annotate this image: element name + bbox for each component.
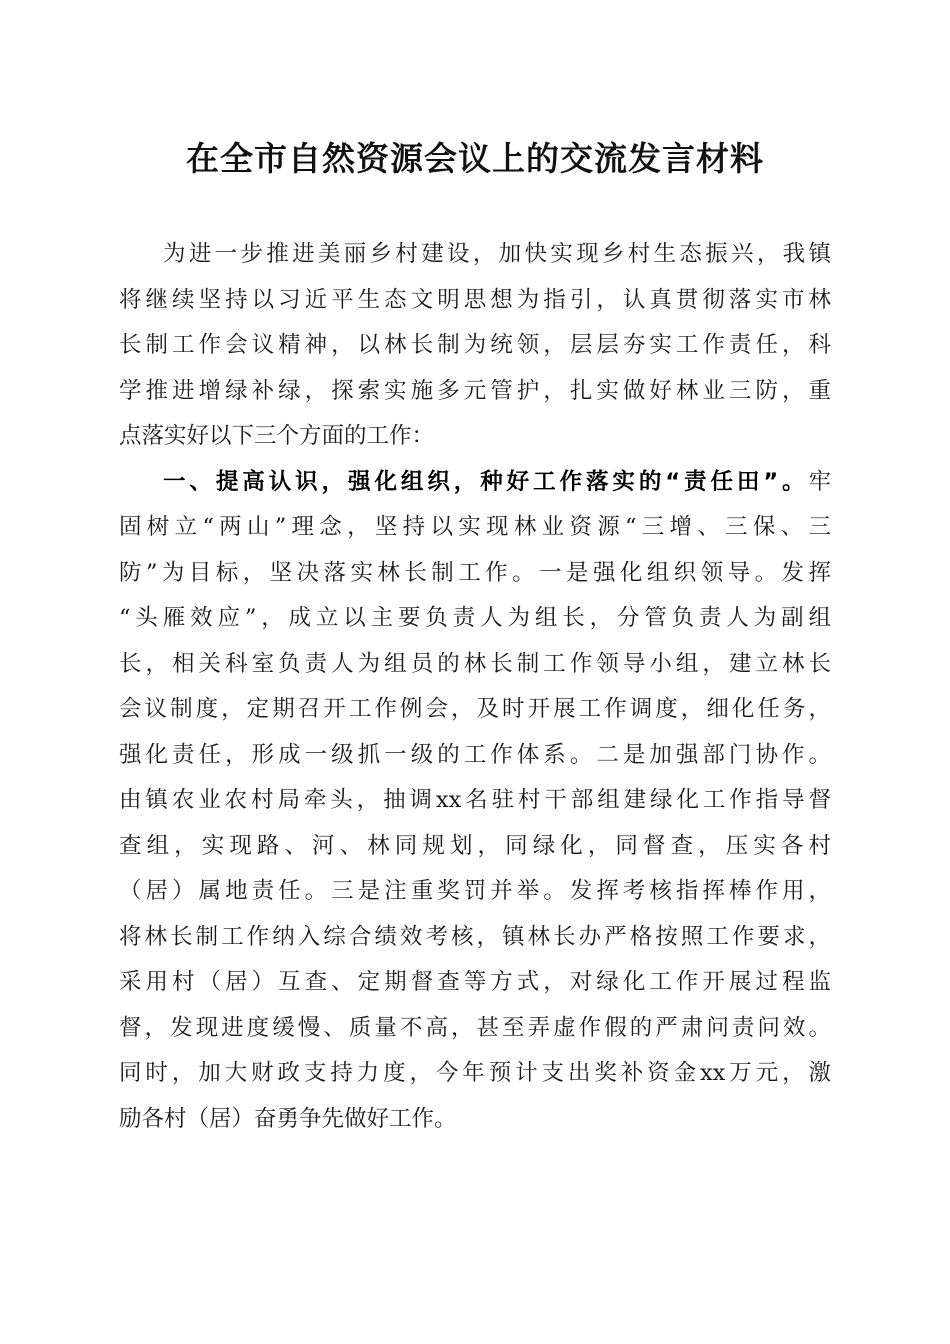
text-line: 查组，实现路、河、林同规划，同绿化，同督查，压实各村 [119, 832, 831, 859]
text-line: 防”为目标，坚决落实林长制工作。一是强化组织领导。发挥 [119, 559, 831, 586]
paragraph-intro [119, 232, 831, 460]
text-line: 督，发现进度缓慢、质量不高，甚至弄虚作假的严肃问责问效。 [119, 1014, 831, 1041]
text-line: 学推进增绿补绿，探索实施多元管护，扎实做好林业三防，重 [119, 377, 831, 404]
document-title: 在全市自然资源会议上的交流发言材料 [186, 139, 764, 178]
text-line: 点落实好以下三个方面的工作： [119, 423, 435, 449]
text-line: 会议制度，定期召开工作例会，及时开展工作调度，细化任务， [119, 696, 831, 722]
text-line: 为进一步推进美丽乡村建设，加快实现乡村生态振兴，我镇 [163, 241, 831, 267]
text-line: 长制工作会议精神，以林长制为统领，层层夯实工作责任，科 [119, 332, 831, 358]
text-line: 将林长制工作纳入综合绩效考核，镇林长办严格按照工作要求， [119, 923, 831, 950]
document-body [119, 232, 831, 1142]
section-heading: 一、提高认识，强化组织，种好工作落实的“责任田”。 [163, 468, 809, 495]
paragraph-section-1 [119, 460, 831, 1143]
text-line: （居）属地责任。三是注重奖罚并举。发挥考核指挥棒作用， [119, 878, 831, 904]
text-line: 将继续坚持以习近平生态文明思想为指引，认真贯彻落实市林 [119, 286, 831, 313]
text-line: 由镇农业农村局牵头，抽调xx名驻村干部组建绿化工作指导督 [119, 787, 831, 813]
text-line: 固树立“两山”理念，坚持以实现林业资源“三增、三保、三 [119, 514, 831, 540]
text-line: 励各村（居）奋勇争先做好工作。 [119, 1105, 457, 1132]
section-heading-continuation: 牢 [808, 468, 831, 495]
section-heading-line [119, 460, 831, 506]
text-line: 强化责任，形成一级抓一级的工作体系。二是加强部门协作。 [119, 741, 831, 768]
text-line: 同时，加大财政支持力度，今年预计支出奖补资金xx万元，激 [119, 1060, 831, 1086]
text-line: “头雁效应”，成立以主要负责人为组长，分管负责人为副组 [119, 605, 831, 631]
text-line: 采用村（居）互查、定期督查等方式，对绿化工作开展过程监 [119, 969, 831, 995]
text-line: 长，相关科室负责人为组员的林长制工作领导小组，建立林长 [119, 650, 831, 677]
